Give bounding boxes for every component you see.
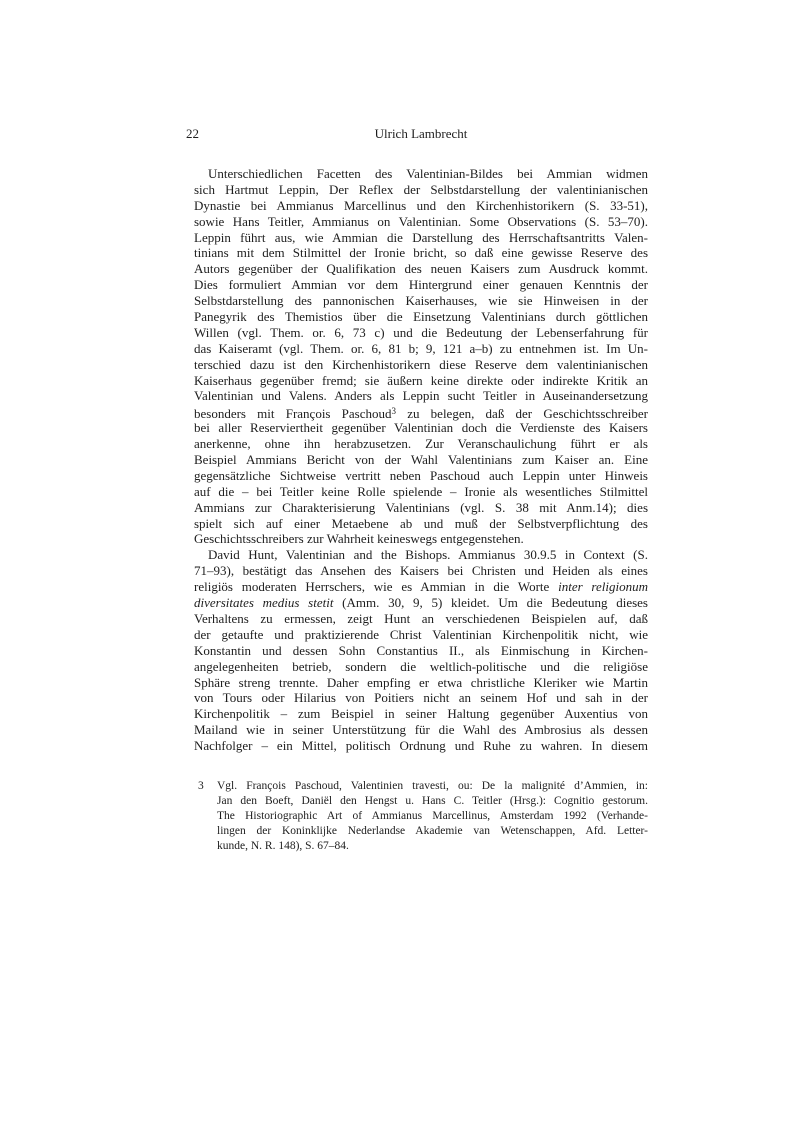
text-line [194, 547, 648, 563]
text-run: Kirchenpolitik – zum Beispiel in seiner Haltung gegenüber Auxentius von [194, 706, 648, 722]
text-run: sich Hartmut Leppin, Der Reflex der Selbstdarstellung der valentinianischen [194, 181, 648, 197]
text-run: Jan den Boeft, Daniël den Hengst u. Hans C. Teitler (Hrsg.): Cognitio gestorum. [217, 794, 648, 807]
text-run: Unterschiedlichen Facetten des Valentinian-Bildes bei Ammian widmen [208, 166, 648, 181]
text-run: Panegyrik des Themistios über die Einsetzung Valentinians durch göttlichen [194, 309, 648, 325]
text-run: Willen (vgl. Them. or. 6, 73 c) und die Bedeutung der Lebenserfahrung für [194, 324, 648, 340]
text-line [194, 245, 648, 261]
text-line [194, 388, 648, 404]
text-line [194, 563, 648, 579]
text-run: religiös moderaten Herrschers, wie es Ammian in die Worte [194, 579, 559, 595]
text-run: Geschichtsschreibers zur Wahrheit keineswegs entgegenstehen. [194, 531, 524, 547]
text-line [194, 706, 648, 722]
text-line [194, 198, 648, 214]
text-run: zu belegen, daß der Geschichtsschreiber [396, 406, 648, 422]
text-block [186, 126, 649, 854]
text-run: Dynastie bei Ammianus Marcellinus und den Kirchenhistorikern (S. 33-51), [194, 197, 648, 213]
text-run: spielt sich auf einer Metaebene ab und muß der Selbstverpflichtung des [194, 515, 648, 531]
text-line [194, 341, 648, 357]
text-line [194, 484, 648, 500]
text-run: Selbstdarstellung des pannonischen Kaiserhauses, wie sie Hinweisen in der [194, 293, 648, 309]
text-line [194, 627, 648, 643]
text-line [194, 277, 648, 293]
text-run: Mailand wie in seiner Unterstützung für die Wahl des Ambrosius als dessen [194, 722, 648, 738]
text-line [194, 261, 648, 277]
paragraph [194, 166, 648, 547]
text-line [194, 325, 648, 341]
text-line [194, 500, 648, 516]
text-run: kunde, N. R. 148), S. 67–84. [217, 839, 349, 852]
text-line [194, 690, 648, 706]
text-line [194, 675, 648, 691]
text-run: gegensätzliche Sichtweise vertritt neben Paschoud auch Leppin unter Hinweis [194, 467, 648, 483]
text-line [194, 452, 648, 468]
text-run: David Hunt, Valentinian and the Bishops. Ammianus 30.9.5 in Context (S. [208, 547, 648, 563]
text-run: (Amm. 30, 9, 5) kleidet. Um die Bedeutung dieses [333, 595, 648, 611]
text-line [194, 738, 648, 754]
text-line [194, 779, 648, 794]
text-run: Kaiserhaus gegenüber fremd; sie äußern keine direkte oder indirekte Kritik an [194, 372, 648, 388]
text-run: terschied dazu ist den Kirchenhistorikern diese Reserve dem valentinianischen [194, 356, 648, 372]
text-run: besonders mit François Paschoud [194, 406, 392, 422]
running-header [186, 126, 648, 141]
text-run: Autors gegenüber der Qualifikation des neuen Kaisers zum Ausdruck kommt. [194, 261, 648, 277]
text-line [194, 293, 648, 309]
text-run: Sphäre streng trennte. Daher empfing er etwa christliche Kleriker wie Martin [194, 674, 648, 690]
text-run: Dies formuliert Ammian vor dem Hintergrund einer genauen Kenntnis der [194, 277, 648, 293]
text-run: Nachfolger – ein Mittel, politisch Ordnung und Ruhe zu wahren. In diesem [194, 738, 648, 754]
text-run: auf die – bei Teitler keine Rolle spielende – Ironie als wesentliches Stilmittel [194, 483, 648, 499]
text-run: The Historiographic Art of Ammianus Marcellinus, Amsterdam 1992 (Verhande- [217, 809, 648, 822]
running-header-title: Ulrich Lambrecht [374, 126, 468, 141]
text-line [194, 436, 648, 452]
text-line [194, 230, 648, 246]
footnote-marker: 3 [198, 779, 204, 792]
text-line [194, 659, 648, 675]
text-run: der getaufte und praktizierende Christ Valentinian Kirchenpolitik nicht, wie [194, 626, 648, 642]
text-line [194, 824, 648, 839]
text-line [194, 809, 648, 824]
text-run: Valentinian und Valens. Anders als Leppin sucht Teitler in Auseinandersetzung [194, 388, 648, 404]
text-run: Leppin führt aus, wie Ammian die Darstellung des Herrschaftsantritts Valen- [194, 229, 648, 245]
text-run: tinians mit dem Stilmittel der Ironie bricht, so daß eine gewisse Reserve des [194, 245, 648, 261]
text-line [194, 531, 648, 547]
footnote-reference: 3 [391, 406, 397, 417]
paragraph [194, 547, 648, 754]
text-line [194, 579, 648, 595]
text-run: bei aller Reserviertheit gegenüber Valentinian doch die Verdienste des Kaisers [194, 420, 648, 436]
text-line [194, 404, 648, 420]
text-run: Ammians zur Charakterisierung Valentinians (vgl. S. 38 mit Anm.14); dies [194, 499, 648, 515]
page-number: 22 [186, 126, 199, 141]
text-run: das Kaiseramt (vgl. Them. or. 6, 81 b; 9, 121 a–b) zu entnehmen ist. Im Un- [194, 340, 648, 356]
text-line [194, 516, 648, 532]
footnote [194, 779, 648, 854]
text-line [194, 309, 648, 325]
text-run: Beispiel Ammians Bericht von der Wahl Valentinians zum Kaiser an. Eine [194, 452, 648, 468]
text-run: 71–93), bestätigt das Ansehen des Kaisers bei Christen und Heiden als eines [194, 563, 648, 579]
text-run: anerkenne, ohne ihn herabzusetzen. Zur Veranschaulichung führt er als [194, 436, 648, 452]
text-line [194, 182, 648, 198]
text-run: von Tours oder Hilarius von Poitiers nicht an seinem Hof und sah in der [194, 690, 648, 706]
text-line [194, 794, 648, 809]
text-line [194, 357, 648, 373]
text-line [194, 839, 648, 854]
text-run: lingen der Koninklijke Nederlandse Akademie van Wetenschappen, Afd. Letter- [217, 824, 648, 837]
text-run: Konstantin und dessen Sohn Constantius II., als Einmischung in Kirchen- [194, 642, 648, 658]
text-line [194, 722, 648, 738]
text-line [194, 468, 648, 484]
text-line [194, 166, 648, 182]
text-run: Vgl. François Paschoud, Valentinien travesti, ou: De la malignité d’Ammien, in: [217, 779, 648, 792]
text-line [194, 373, 648, 389]
italic-phrase: diversitates medius stetit [194, 595, 334, 611]
text-line [194, 420, 648, 436]
text-run: Verhaltens zu ermessen, zeigt Hunt an verschiedenen Beispielen auf, daß [194, 610, 648, 626]
text-line [194, 214, 648, 230]
text-line [194, 611, 648, 627]
italic-phrase: inter religionum [558, 579, 649, 595]
text-line [194, 595, 648, 611]
text-run: sowie Hans Teitler, Ammianus on Valentinian. Some Observations (S. 53–70). [194, 213, 648, 229]
body-paragraphs [194, 166, 648, 754]
text-run: angelegenheiten betrieb, sondern die weltlich-politische und die religiöse [194, 658, 648, 674]
text-line [194, 643, 648, 659]
